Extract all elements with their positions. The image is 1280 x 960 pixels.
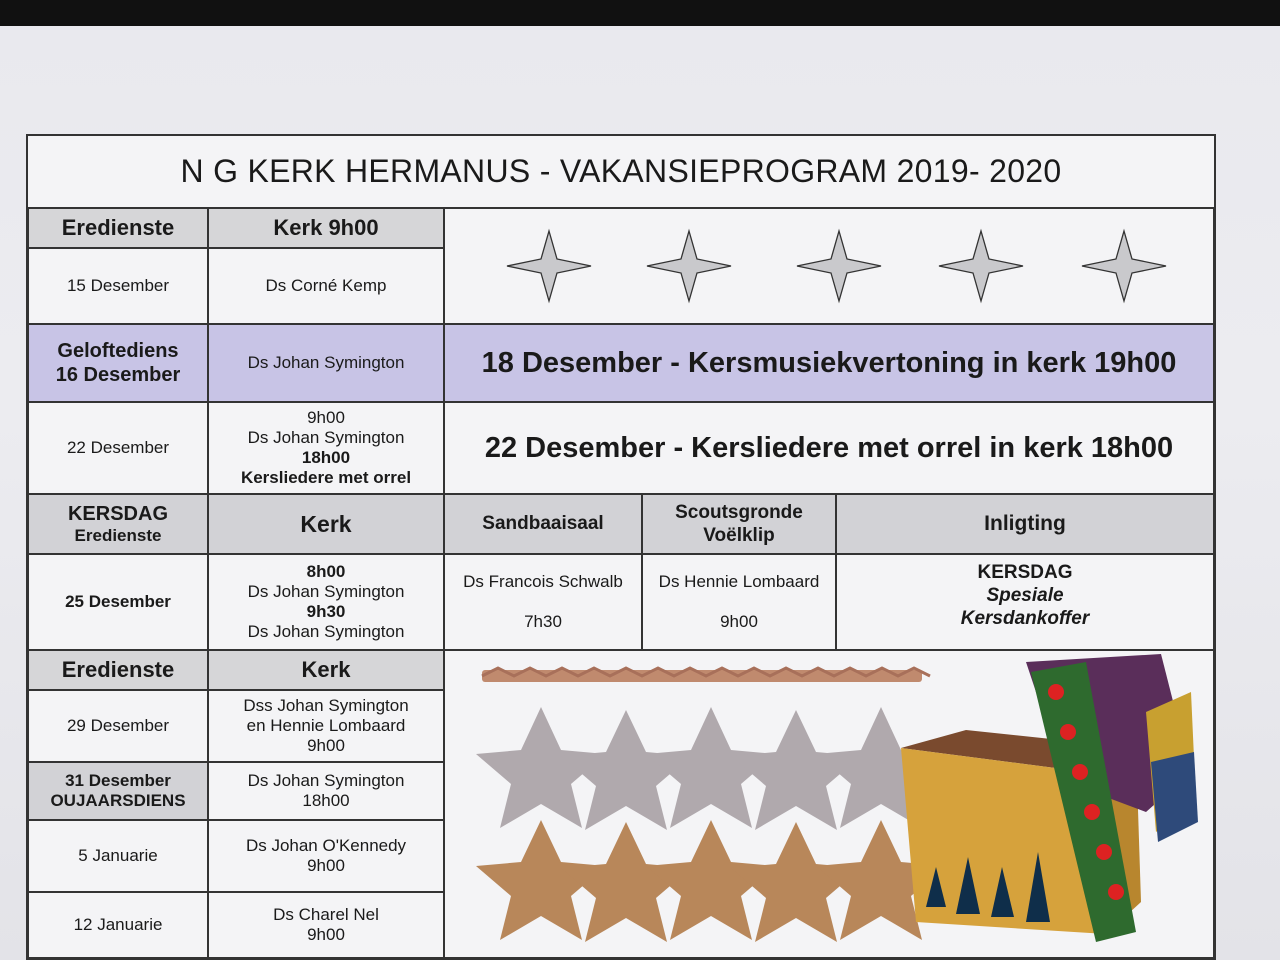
header-sandbaaisaal <box>444 494 642 554</box>
service-25-desember-kerk <box>208 554 444 650</box>
header-label: Eredienste <box>61 657 175 682</box>
header-scoutsgronde <box>642 494 836 554</box>
info-label: Spesiale <box>986 585 1064 606</box>
service-12-januarie <box>208 892 444 958</box>
service-22-desember <box>208 402 444 494</box>
date-label: 15 Desember <box>66 276 170 295</box>
date-label: 29 Desember <box>66 716 170 735</box>
date-label-line1: 31 Desember <box>65 771 171 790</box>
service-31-desember <box>208 762 444 820</box>
header-eredienste <box>28 208 208 248</box>
four-point-star-icon <box>647 231 731 301</box>
date-label-line2: OUJAARSDIENS <box>50 791 186 810</box>
header-label: Inligting <box>984 512 1066 535</box>
minister-name: Ds Hennie Lombaard <box>658 572 820 591</box>
header-inligting <box>836 494 1214 554</box>
decoration-panel <box>444 650 1214 958</box>
banner-18-desember <box>444 324 1214 402</box>
minister-name: en Hennie Lombaard <box>246 716 406 735</box>
minister-name: Ds Charel Nel <box>273 905 379 924</box>
info-label: Kersdankoffer <box>960 608 1090 629</box>
date-label: 12 Januarie <box>73 915 163 934</box>
header-eredienste-2 <box>28 650 208 690</box>
time-label: 8h00 <box>306 562 346 581</box>
gift-box-image <box>901 654 1198 942</box>
date-label-line1: Geloftediens <box>57 340 179 362</box>
time-label: 9h00 <box>307 925 345 944</box>
event-label: Kersliedere met orrel <box>240 468 412 487</box>
service-29-desember <box>208 690 444 762</box>
header-label-line1: KERSDAG <box>67 502 168 525</box>
gold-star-row <box>476 820 946 942</box>
service-15-desember <box>208 248 444 324</box>
time-label: 7h30 <box>524 612 562 631</box>
date-label: 5 Januarie <box>78 846 158 865</box>
header-kersdag-eredienste <box>28 494 208 554</box>
paper-background <box>0 26 1280 960</box>
header-kerk-2 <box>208 650 444 690</box>
time-label: 18h00 <box>301 448 351 467</box>
time-label: 9h30 <box>306 602 346 621</box>
time-label: 9h00 <box>307 856 345 875</box>
date-label-line2: 16 Desember <box>55 364 181 386</box>
silver-star-row <box>476 707 946 830</box>
info-label: KERSDAG <box>977 562 1073 583</box>
banner-22-desember <box>444 402 1214 494</box>
info-kersdag <box>836 554 1214 650</box>
four-point-star-icon <box>797 231 881 301</box>
four-point-star-icon <box>939 231 1023 301</box>
four-point-star-icon <box>507 231 591 301</box>
service-25-desember-scouts <box>642 554 836 650</box>
header-label-line2: Voëlklip <box>703 525 775 546</box>
date-15-desember <box>28 248 208 324</box>
date-29-desember <box>28 690 208 762</box>
time-label: 18h00 <box>302 791 350 810</box>
date-31-desember <box>28 762 208 820</box>
minister-name: Ds Corné Kemp <box>265 276 387 295</box>
service-5-januarie <box>208 820 444 892</box>
christmas-decoration <box>446 652 1212 956</box>
program-table <box>26 134 1216 960</box>
header-label: Sandbaaisaal <box>482 513 604 534</box>
service-25-desember-sandbaai <box>444 554 642 650</box>
minister-name: Ds Francois Schwalb <box>463 572 623 591</box>
stars-panel <box>444 208 1214 324</box>
time-label: 9h00 <box>307 736 345 755</box>
minister-name: Ds Johan Symington <box>247 622 405 641</box>
date-12-januarie <box>28 892 208 958</box>
minister-name: Ds Johan Symington <box>247 771 405 790</box>
minister-name: Ds Johan Symington <box>247 582 405 601</box>
date-16-desember <box>28 324 208 402</box>
header-kerk <box>208 494 444 554</box>
minister-name: Ds Johan Symington <box>247 428 405 447</box>
date-5-januarie <box>28 820 208 892</box>
star-garland-image <box>482 668 930 682</box>
date-22-desember <box>28 402 208 494</box>
header-label: Eredienste <box>61 215 175 240</box>
header-label-line1: Scoutsgronde <box>675 502 803 523</box>
minister-name: Dss Johan Symington <box>243 696 409 715</box>
four-point-star-icon <box>1082 231 1166 301</box>
service-16-desember <box>208 324 444 402</box>
banner-text: 22 Desember - Kersliedere met orrel in kerk 18h00 <box>484 432 1174 464</box>
stars-decoration <box>469 221 1189 311</box>
banner-text: 18 Desember - Kersmusiekvertoning in kerk 19h00 <box>481 347 1177 379</box>
header-label-line2: Eredienste <box>74 525 162 545</box>
header-label: Kerk <box>300 511 352 537</box>
date-label: 25 Desember <box>65 592 171 611</box>
date-25-desember <box>28 554 208 650</box>
time-label: 9h00 <box>307 408 345 427</box>
time-label: 9h00 <box>720 612 758 631</box>
header-label: Kerk <box>301 657 351 682</box>
header-kerk-9h00 <box>208 208 444 248</box>
page-title: N G KERK HERMANUS - VAKANSIEPROGRAM 2019- 2020 <box>28 136 1214 208</box>
date-label: 22 Desember <box>66 438 170 457</box>
minister-name: Ds Johan Symington <box>247 353 405 372</box>
header-label: Kerk 9h00 <box>273 215 379 240</box>
minister-name: Ds Johan O'Kennedy <box>245 836 407 855</box>
